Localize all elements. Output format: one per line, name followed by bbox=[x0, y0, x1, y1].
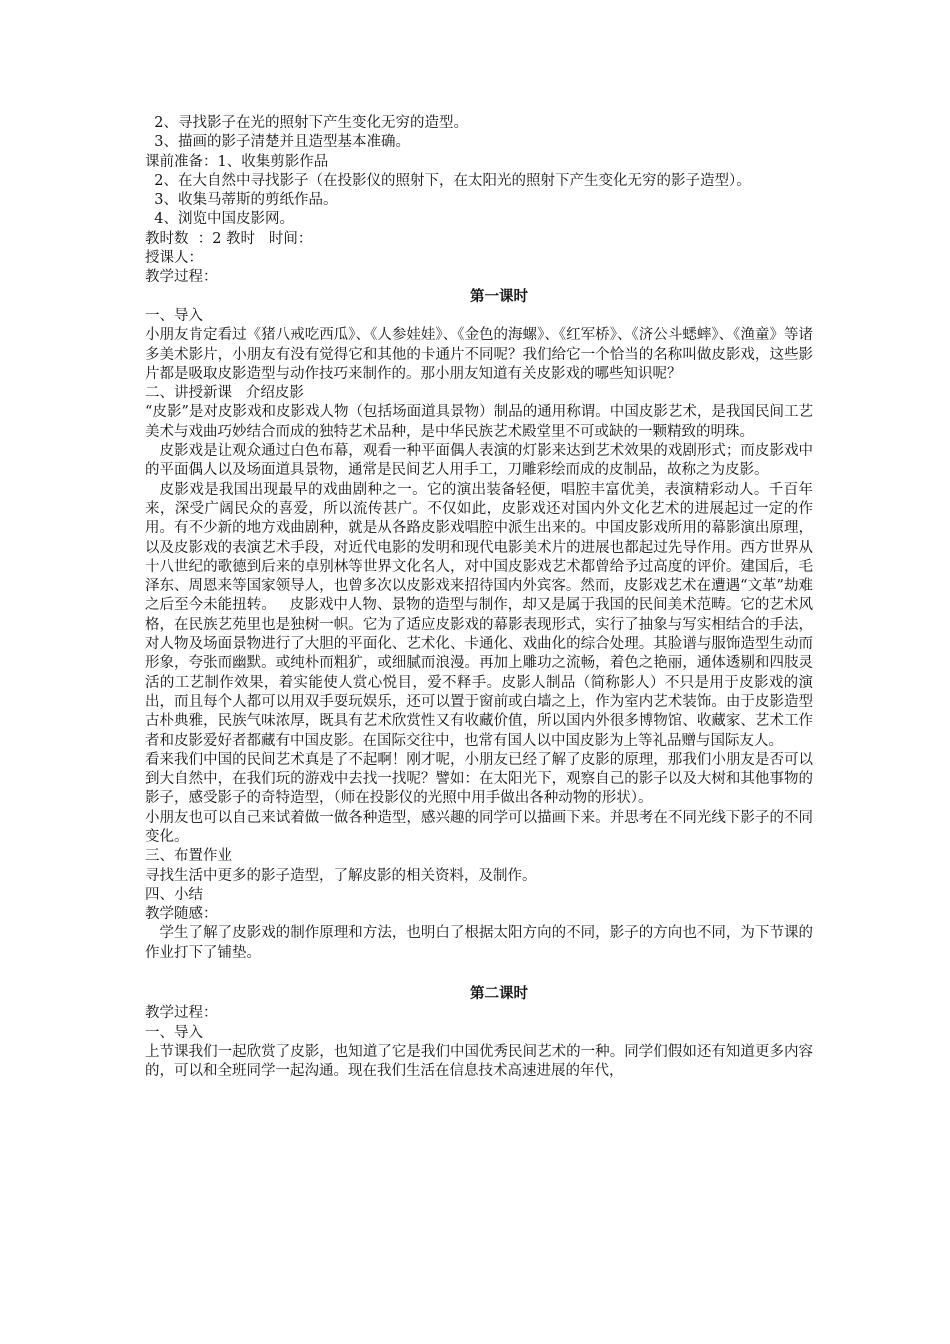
prep-line-1: 课前准备：1、收集剪影作品 bbox=[145, 153, 329, 170]
lesson1-intro-paragraph: 小朋友肯定看过《猪八戒吃西瓜》、《人参娃娃》、《金色的海螺》、《红军桥》、《济公斗蟋蟀》、《渔童》等诸多美术影片，小朋友有没有觉得它和其他的卡通片不同呢？我们给它一个恰当的名称叫做皮影戏，这些影片都是吸取皮影造型与动作技巧来制作的。那小朋友知道有关皮影戏的哪些知识呢？ bbox=[145, 327, 813, 382]
prep-line-2: 2、在大自然中寻找影子（在投影仪的照射下，在太阳光的照射下产生变化无穷的影子造型）。 bbox=[145, 172, 751, 189]
document-page bbox=[145, 114, 813, 1082]
prep-line-3: 3、收集马蒂斯的剪纸作品。 bbox=[145, 192, 338, 209]
lesson1-section-homework: 三、布置作业 bbox=[145, 848, 232, 865]
objective-3: 3、描画的影子清楚并且造型基本准确。 bbox=[145, 134, 410, 151]
lesson1-paragraph-activity: 看来我们中国的民间艺术真是了不起啊！刚才呢，小朋友已经了解了皮影的原理，那我们小朋友是否可以到大自然中，在我们玩的游戏中去找一找呢？譬如：在太阳光下，观察自己的影子以及大树和其他事物的影子，感受影子的奇特造型，（师在投影仪的光照中用手做出各种动物的形状）。 bbox=[145, 751, 813, 807]
lesson1-section-intro: 一、导入 bbox=[145, 307, 203, 324]
lesson1-homework-text: 寻找生活中更多的影子造型，了解皮影的相关资料，及制作。 bbox=[145, 867, 537, 884]
lesson2-intro-paragraph: 上节课我们一起欣赏了皮影，也知道了它是我们中国优秀民间艺术的一种。同学们假如还有知道更多内容的，可以和全班同学一起沟通。现在我们生活在信息技术高速进展的年代， bbox=[145, 1043, 813, 1080]
lesson1-section-teaching: 二、讲授新课 介绍皮影 bbox=[145, 385, 304, 402]
lesson2-section-intro: 一、导入 bbox=[145, 1024, 203, 1041]
lesson2-title: 第二课时 bbox=[470, 986, 528, 1003]
lesson1-paragraph-try: 小朋友也可以自己来试着做一做各种造型，感兴趣的同学可以描画下来。并思考在不同光线下影子的不同变化。 bbox=[145, 809, 813, 845]
lesson1-paragraph-definition: “皮影”是对皮影戏和皮影戏人物（包括场面道具景物）制品的通用称谓。中国皮影艺术，是我国民间工艺美术与戏曲巧妙结合而成的独特艺术品种，是中华民族艺术殿堂里不可或缺的一颗精致的明珠。 bbox=[145, 404, 813, 440]
section-gap bbox=[145, 963, 813, 985]
lesson1-title: 第一课时 bbox=[470, 288, 528, 305]
teacher-label: 授课人： bbox=[145, 250, 203, 267]
lesson1-section-summary: 四、小结 bbox=[145, 886, 203, 903]
teaching-hours: 教时数 ：2 教时 时间： bbox=[145, 230, 313, 247]
process-label: 教学过程： bbox=[145, 269, 218, 286]
objective-2: 2、寻找影子在光的照射下产生变化无穷的造型。 bbox=[145, 115, 468, 131]
lesson1-paragraph-form: 皮影戏是让观众通过白色布幕，观看一种平面偶人表演的灯影来达到艺术效果的戏剧形式；而皮影戏中的平面偶人以及场面道具景物，通常是民间艺人用手工，刀雕彩绘而成的皮制品，故称之为皮影。 bbox=[145, 443, 813, 479]
lesson1-paragraph-history: 皮影戏是我国出现最早的戏曲剧种之一。它的演出装备轻便，唱腔丰富优美，表演精彩动人。千百年来，深受广阔民众的喜爱，所以流传甚广。不仅如此，皮影戏还对国内外文化艺术的进展起过一定的作用。有不少新的地方戏曲剧种，就是从各路皮影戏唱腔中派生出来的。中国皮影戏所用的幕影演出原理，以及皮影戏的表演艺术手段，对近代电影的发明和现代电影美术片的进展也都起过先导作用。西方世界从十八世纪的歌德到后来的卓别林等世界文化名人，对中国皮影戏艺术都曾给予过高度的评价。建国后，毛泽东、周恩来等国家领导人，也曾多次以皮影戏来招待国内外宾客。然而，皮影戏艺术在遭遇“文革”劫难之后至今未能扭转。 皮影戏中人物、景物的造型与制作，却又是属于我国的民间美术范畴。它的艺术风格，在民族艺苑里也是独树一帜。它为了适应皮影戏的幕影表现形式，实行了抽象与写实相结合的手法，对人物及场面景物进行了大胆的平面化、艺术化、卡通化、戏曲化的综合处理。其脸谱与服饰造型生动而形象，夸张而幽默。或纯朴而粗犷，或细腻而浪漫。再加上雕功之流畅，着色之艳丽，通体透剔和四肢灵活的工艺制作效果，着实能使人赏心悦目，爱不释手。皮影人制品（简称影人）不只是用于皮影戏的演出，而且每个人都可以用双手耍玩娱乐，还可以置于窗前或白墙之上，作为室内艺术装饰。由于皮影造型古朴典雅，民族气味浓厚，既具有艺术欣赏性又有收藏价值，所以国内外很多博物馆、收藏家、艺术工作者和皮影爱好者都藏有中国皮影。在国际交往中，也常有国人以中国皮影为上等礼品赠与国际友人。 bbox=[145, 481, 813, 749]
lesson1-reflection-label: 教学随感： bbox=[145, 906, 218, 923]
prep-line-4: 4、浏览中国皮影网。 bbox=[145, 211, 294, 228]
lesson2-process-label: 教学过程： bbox=[145, 1005, 218, 1022]
lesson1-reflection-text: 学生了解了皮影戏的制作原理和方法，也明白了根据太阳方向的不同，影子的方向也不同，为下节课的作业打下了铺垫。 bbox=[145, 925, 813, 961]
